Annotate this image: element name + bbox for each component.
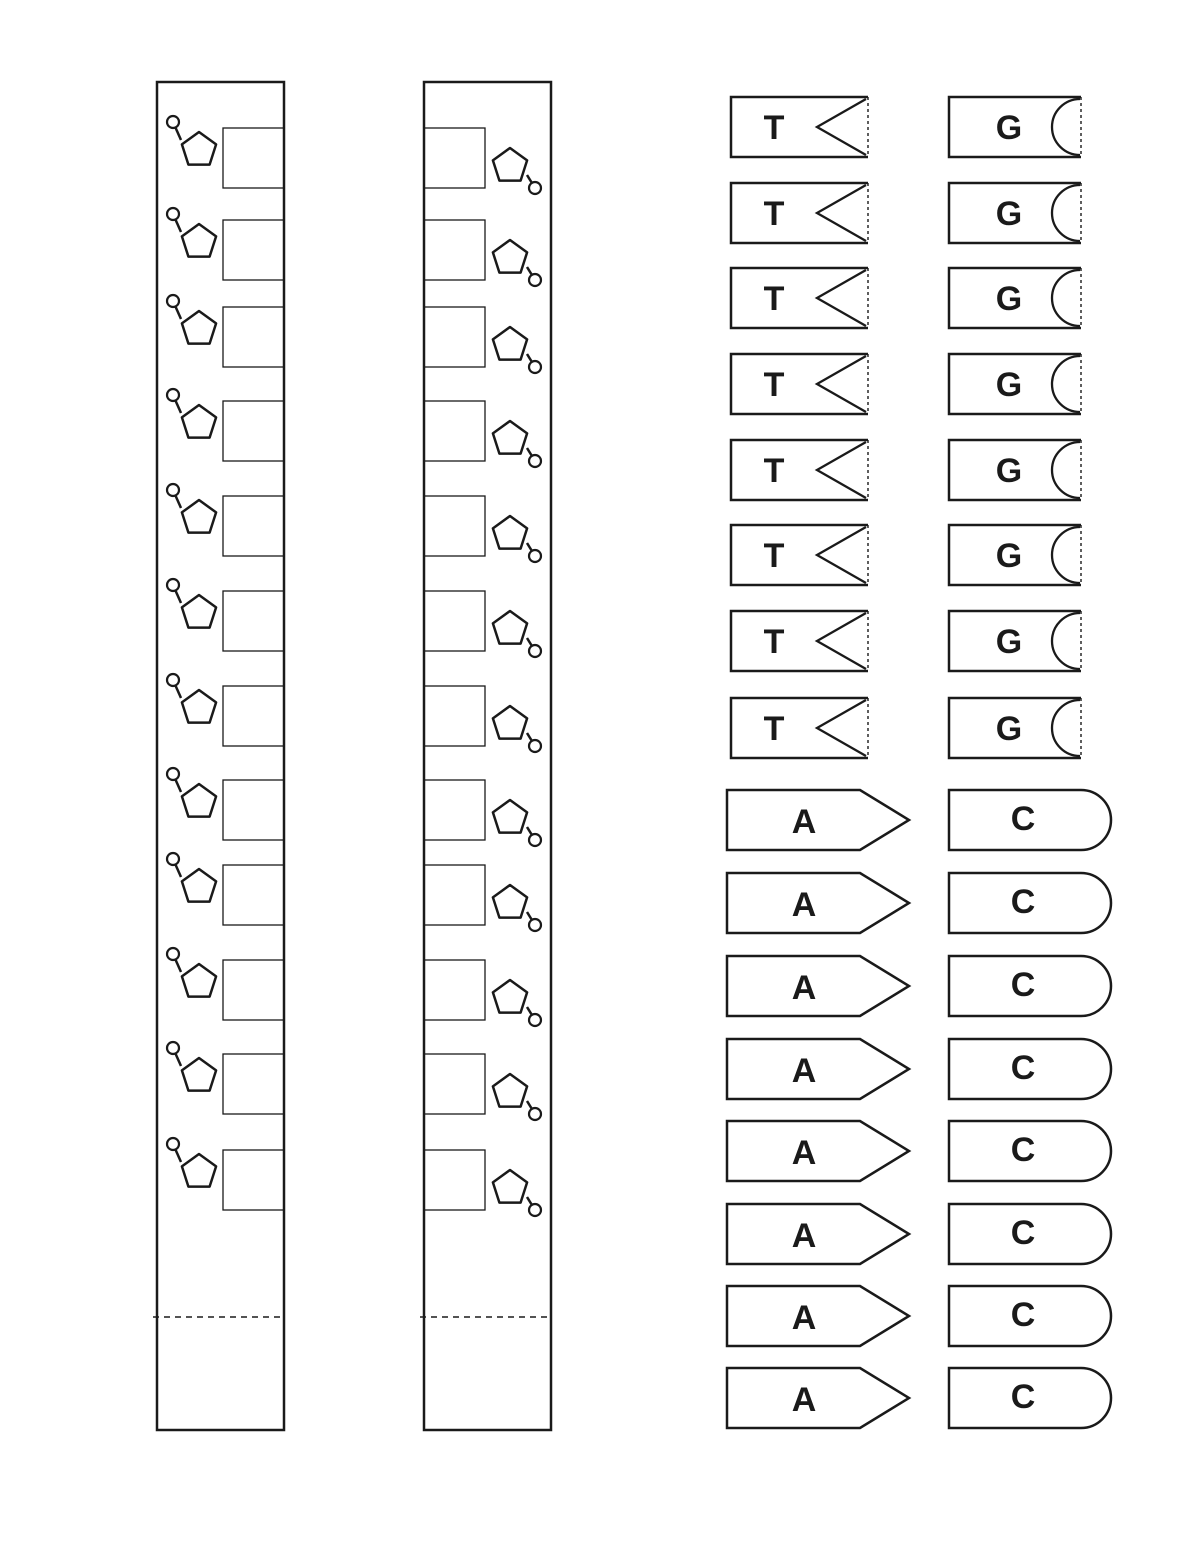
phosphate-circle-icon bbox=[529, 550, 541, 562]
base-pocket bbox=[424, 960, 485, 1020]
sugar-pentagon-icon bbox=[493, 800, 527, 833]
nucleotide-slot bbox=[167, 674, 284, 746]
base-letter: C bbox=[1010, 1214, 1036, 1252]
nucleotide-slot bbox=[167, 208, 284, 280]
piece-outline bbox=[731, 183, 868, 243]
base-letter: C bbox=[1010, 800, 1036, 838]
right-backbone-strip bbox=[420, 82, 551, 1430]
base-c-piece[interactable] bbox=[949, 956, 1111, 1016]
notch-triangle-icon bbox=[817, 442, 866, 498]
base-letter: C bbox=[1010, 1296, 1036, 1334]
base-letter: A bbox=[791, 969, 817, 1007]
nucleotide-slot bbox=[424, 591, 541, 657]
sugar-pentagon-icon bbox=[493, 980, 527, 1013]
sugar-pentagon-icon bbox=[182, 1058, 216, 1091]
base-pocket bbox=[424, 496, 485, 556]
sugar-pentagon-icon bbox=[493, 421, 527, 454]
base-pocket bbox=[223, 591, 284, 651]
base-pocket bbox=[223, 307, 284, 367]
base-a-piece[interactable] bbox=[727, 1368, 909, 1428]
base-pocket bbox=[223, 1150, 284, 1210]
piece-outline bbox=[727, 790, 909, 850]
phosphate-circle-icon bbox=[529, 455, 541, 467]
nucleotide-slot bbox=[167, 853, 284, 925]
sugar-pentagon-icon bbox=[182, 224, 216, 257]
nucleotide-slot bbox=[167, 579, 284, 651]
piece-outline bbox=[727, 1204, 909, 1264]
sugar-pentagon-icon bbox=[182, 405, 216, 438]
piece-outline bbox=[731, 698, 868, 758]
left-backbone-strip bbox=[153, 82, 284, 1430]
notch-semicircle-icon bbox=[1052, 99, 1080, 155]
sugar-pentagon-icon bbox=[493, 148, 527, 181]
base-a-piece[interactable] bbox=[727, 1121, 909, 1181]
notch-triangle-icon bbox=[817, 613, 866, 669]
base-letter: G bbox=[995, 537, 1023, 575]
piece-outline bbox=[727, 956, 909, 1016]
base-a-piece[interactable] bbox=[727, 873, 909, 933]
base-t-piece[interactable] bbox=[731, 183, 868, 243]
notch-semicircle-icon bbox=[1052, 270, 1080, 326]
phosphate-circle-icon bbox=[167, 948, 179, 960]
base-g-piece[interactable] bbox=[949, 698, 1081, 758]
nucleotide-slot bbox=[424, 401, 541, 467]
base-letter: G bbox=[995, 195, 1023, 233]
notch-triangle-icon bbox=[817, 99, 866, 155]
base-letter: G bbox=[995, 280, 1023, 318]
base-a-piece[interactable] bbox=[727, 1039, 909, 1099]
base-letter: G bbox=[995, 366, 1023, 404]
base-t-piece[interactable] bbox=[731, 354, 868, 414]
piece-outline bbox=[727, 1286, 909, 1346]
base-pocket bbox=[424, 865, 485, 925]
nucleotide-slot bbox=[167, 116, 284, 188]
phosphate-circle-icon bbox=[529, 182, 541, 194]
base-letter: A bbox=[791, 1381, 817, 1419]
nucleotide-slot bbox=[424, 865, 541, 931]
base-letter: A bbox=[791, 1134, 817, 1172]
base-letter: T bbox=[763, 710, 785, 748]
nucleotide-slot bbox=[167, 389, 284, 461]
phosphate-circle-icon bbox=[167, 295, 179, 307]
base-pocket bbox=[223, 401, 284, 461]
phosphate-circle-icon bbox=[529, 274, 541, 286]
notch-triangle-icon bbox=[817, 356, 866, 412]
sugar-pentagon-icon bbox=[182, 311, 216, 344]
phosphate-circle-icon bbox=[529, 1014, 541, 1026]
phosphate-circle-icon bbox=[167, 1138, 179, 1150]
notch-triangle-icon bbox=[817, 185, 866, 241]
phosphate-circle-icon bbox=[529, 740, 541, 752]
piece-outline bbox=[731, 354, 868, 414]
base-g-piece[interactable] bbox=[949, 97, 1081, 157]
sugar-pentagon-icon bbox=[182, 869, 216, 902]
base-letter: T bbox=[763, 537, 785, 575]
nucleotide-slot bbox=[167, 768, 284, 840]
nucleotide-slot bbox=[167, 295, 284, 367]
base-g-piece[interactable] bbox=[949, 354, 1081, 414]
notch-semicircle-icon bbox=[1052, 613, 1080, 669]
base-pocket bbox=[223, 1054, 284, 1114]
base-pocket bbox=[223, 220, 284, 280]
base-c-piece[interactable] bbox=[949, 1286, 1111, 1346]
base-letter: G bbox=[995, 710, 1023, 748]
base-letter: T bbox=[763, 195, 785, 233]
notch-triangle-icon bbox=[817, 270, 866, 326]
nucleotide-slot bbox=[424, 307, 541, 373]
piece-outline bbox=[727, 1121, 909, 1181]
base-g-piece[interactable] bbox=[949, 525, 1081, 585]
sugar-pentagon-icon bbox=[493, 327, 527, 360]
phosphate-circle-icon bbox=[167, 116, 179, 128]
base-t-piece[interactable] bbox=[731, 440, 868, 500]
base-letter: C bbox=[1010, 1131, 1036, 1169]
base-pocket bbox=[424, 591, 485, 651]
phosphate-circle-icon bbox=[529, 1204, 541, 1216]
base-g-piece[interactable] bbox=[949, 268, 1081, 328]
base-letter: T bbox=[763, 452, 785, 490]
base-pocket bbox=[424, 401, 485, 461]
base-pocket bbox=[424, 1054, 485, 1114]
base-pocket bbox=[424, 1150, 485, 1210]
base-c-piece[interactable] bbox=[949, 1039, 1111, 1099]
base-a-piece[interactable] bbox=[727, 1204, 909, 1264]
base-pocket bbox=[424, 128, 485, 188]
nucleotide-slot bbox=[167, 1138, 284, 1210]
base-letter: C bbox=[1010, 1378, 1036, 1416]
notch-semicircle-icon bbox=[1052, 527, 1080, 583]
base-t-piece[interactable] bbox=[731, 525, 868, 585]
phosphate-circle-icon bbox=[167, 674, 179, 686]
base-letter: C bbox=[1010, 966, 1036, 1004]
phosphate-circle-icon bbox=[167, 1042, 179, 1054]
notch-semicircle-icon bbox=[1052, 185, 1080, 241]
base-letter: G bbox=[995, 623, 1023, 661]
phosphate-circle-icon bbox=[167, 579, 179, 591]
base-pocket bbox=[424, 220, 485, 280]
phosphate-circle-icon bbox=[529, 919, 541, 931]
base-pocket bbox=[223, 780, 284, 840]
base-letter: T bbox=[763, 109, 785, 147]
piece-outline bbox=[731, 97, 868, 157]
sugar-pentagon-icon bbox=[182, 784, 216, 817]
base-t-piece[interactable] bbox=[731, 611, 868, 671]
piece-outline bbox=[727, 873, 909, 933]
base-pocket bbox=[223, 686, 284, 746]
base-letter: A bbox=[791, 1299, 817, 1337]
notch-semicircle-icon bbox=[1052, 356, 1080, 412]
nucleotide-slot bbox=[424, 780, 541, 846]
base-a-piece[interactable] bbox=[727, 790, 909, 850]
piece-outline bbox=[731, 611, 868, 671]
phosphate-circle-icon bbox=[167, 389, 179, 401]
base-a-piece[interactable] bbox=[727, 1286, 909, 1346]
base-letter: C bbox=[1010, 1049, 1036, 1087]
nucleotide-slot bbox=[424, 1054, 541, 1120]
base-letter: T bbox=[763, 623, 785, 661]
phosphate-circle-icon bbox=[167, 208, 179, 220]
piece-outline bbox=[731, 525, 868, 585]
sugar-pentagon-icon bbox=[493, 240, 527, 273]
base-pocket bbox=[223, 960, 284, 1020]
base-letter: G bbox=[995, 452, 1023, 490]
phosphate-circle-icon bbox=[167, 768, 179, 780]
sugar-pentagon-icon bbox=[182, 1154, 216, 1187]
base-t-piece[interactable] bbox=[731, 97, 868, 157]
base-letter: T bbox=[763, 366, 785, 404]
sugar-pentagon-icon bbox=[493, 1074, 527, 1107]
base-g-piece[interactable] bbox=[949, 440, 1081, 500]
sugar-pentagon-icon bbox=[493, 1170, 527, 1203]
base-pocket bbox=[424, 686, 485, 746]
base-g-piece[interactable] bbox=[949, 611, 1081, 671]
nucleotide-slot bbox=[424, 686, 541, 752]
nucleotide-slot bbox=[167, 484, 284, 556]
strip-outline bbox=[157, 82, 284, 1430]
base-letter: A bbox=[791, 803, 817, 841]
base-c-piece[interactable] bbox=[949, 1121, 1111, 1181]
base-letter: A bbox=[791, 1052, 817, 1090]
sugar-pentagon-icon bbox=[182, 500, 216, 533]
nucleotide-slot bbox=[424, 128, 541, 194]
base-c-piece[interactable] bbox=[949, 1204, 1111, 1264]
backbone-strips bbox=[153, 82, 551, 1430]
notch-triangle-icon bbox=[817, 700, 866, 756]
sugar-pentagon-icon bbox=[493, 611, 527, 644]
base-letter: C bbox=[1010, 883, 1036, 921]
sugar-pentagon-icon bbox=[493, 706, 527, 739]
base-letter: A bbox=[791, 1217, 817, 1255]
base-pocket bbox=[424, 307, 485, 367]
notch-semicircle-icon bbox=[1052, 442, 1080, 498]
sugar-pentagon-icon bbox=[493, 885, 527, 918]
base-pocket bbox=[223, 128, 284, 188]
piece-outline bbox=[727, 1368, 909, 1428]
base-pieces bbox=[727, 97, 1111, 1428]
nucleotide-slot bbox=[424, 220, 541, 286]
base-a-piece[interactable] bbox=[727, 956, 909, 1016]
phosphate-circle-icon bbox=[529, 645, 541, 657]
phosphate-circle-icon bbox=[167, 853, 179, 865]
base-t-piece[interactable] bbox=[731, 698, 868, 758]
phosphate-circle-icon bbox=[529, 361, 541, 373]
base-c-piece[interactable] bbox=[949, 873, 1111, 933]
sugar-pentagon-icon bbox=[182, 595, 216, 628]
sugar-pentagon-icon bbox=[182, 964, 216, 997]
notch-semicircle-icon bbox=[1052, 700, 1080, 756]
base-t-piece[interactable] bbox=[731, 268, 868, 328]
base-letter: A bbox=[791, 886, 817, 924]
phosphate-circle-icon bbox=[529, 1108, 541, 1120]
piece-outline bbox=[731, 440, 868, 500]
nucleotide-slot bbox=[167, 1042, 284, 1114]
base-letter: T bbox=[763, 280, 785, 318]
notch-triangle-icon bbox=[817, 527, 866, 583]
base-g-piece[interactable] bbox=[949, 183, 1081, 243]
piece-outline bbox=[731, 268, 868, 328]
nucleotide-slot bbox=[424, 496, 541, 562]
sugar-pentagon-icon bbox=[182, 132, 216, 165]
base-pocket bbox=[223, 496, 284, 556]
base-pocket bbox=[223, 865, 284, 925]
base-c-piece[interactable] bbox=[949, 1368, 1111, 1428]
base-pocket bbox=[424, 780, 485, 840]
phosphate-circle-icon bbox=[529, 834, 541, 846]
nucleotide-slot bbox=[424, 1150, 541, 1216]
base-c-piece[interactable] bbox=[949, 790, 1111, 850]
piece-outline bbox=[727, 1039, 909, 1099]
sugar-pentagon-icon bbox=[493, 516, 527, 549]
nucleotide-slot bbox=[167, 948, 284, 1020]
base-letter: G bbox=[995, 109, 1023, 147]
phosphate-circle-icon bbox=[167, 484, 179, 496]
nucleotide-slot bbox=[424, 960, 541, 1026]
sugar-pentagon-icon bbox=[182, 690, 216, 723]
